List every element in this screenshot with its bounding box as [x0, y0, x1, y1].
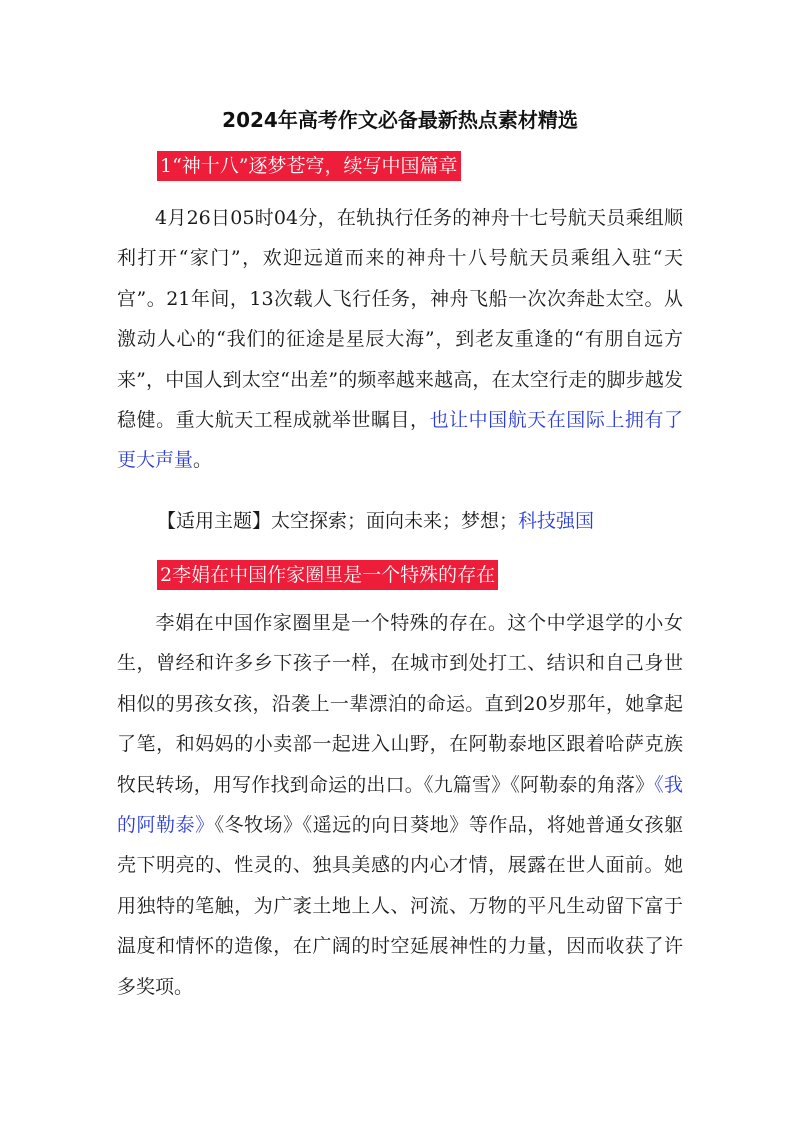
section-1-paragraph-end: 。: [193, 449, 213, 472]
section-1-paragraph-highlight: 也让中国航天在国际上拥有了更大声量: [117, 409, 683, 472]
section-2-paragraph-highlight: 《我的阿勒泰》: [117, 773, 683, 837]
topic-highlight: 科技强国: [518, 510, 595, 532]
section-2-paragraph: [117, 603, 683, 1007]
section-1-paragraph: [117, 198, 683, 481]
section-1-heading: 1“神十八”逐梦苍穹，续写中国篇章: [157, 151, 461, 181]
topic-label: 【适用主题】: [157, 510, 272, 532]
section-1-topic-line: [157, 506, 594, 536]
section-2-paragraph-text-1: 李娟在中国作家圈里是一个特殊的存在。这个中学退学的小女生，曾经和许多乡下孩子一样，在城市到处打工、结识和自己身世相似的男孩女孩，沿袭上一辈漂泊的命运。直到20岁那年，她拿起了笔，和妈妈的小卖部一起进入山野，在阿勒泰地区跟着哈萨克族牧民转场，用写作找到命运的出口。《九篇雪》《阿勒泰的角落》: [117, 612, 683, 796]
section-1-paragraph-text: 4月26日05时04分，在轨执行任务的神舟十七号航天员乘组顺利打开“家门”，欢迎远道而来的神舟十八号航天员乘组入驻“天宫”。21年间，13次载人飞行任务，神舟飞船一次次奔赴太空。从激动人心的“我们的征途是星辰大海”，到老友重逢的“有朋自远方来”，中国人到太空“出差”的频率越来越高，在太空行走的脚步越发稳健。重大航天工程成就举世瞩目，: [117, 207, 683, 432]
section-2-paragraph-text-2: 《冬牧场》《遥远的向日葵地》等作品，将她普通女孩躯壳下明亮的、性灵的、独具美感的内心才情，展露在世人面前。她用独特的笔触，为广袤土地上人、河流、万物的平凡生动留下富于温度和情怀的造像，在广阔的时空延展神性的力量，因而收获了许多奖项。: [117, 814, 683, 998]
topic-text: 太空探索；面向未来；梦想；: [271, 510, 519, 532]
document-title: 2024年高考作文必备最新热点素材精选: [222, 108, 578, 132]
section-2-heading: 2李娟在中国作家圈里是一个特殊的存在: [157, 560, 498, 590]
